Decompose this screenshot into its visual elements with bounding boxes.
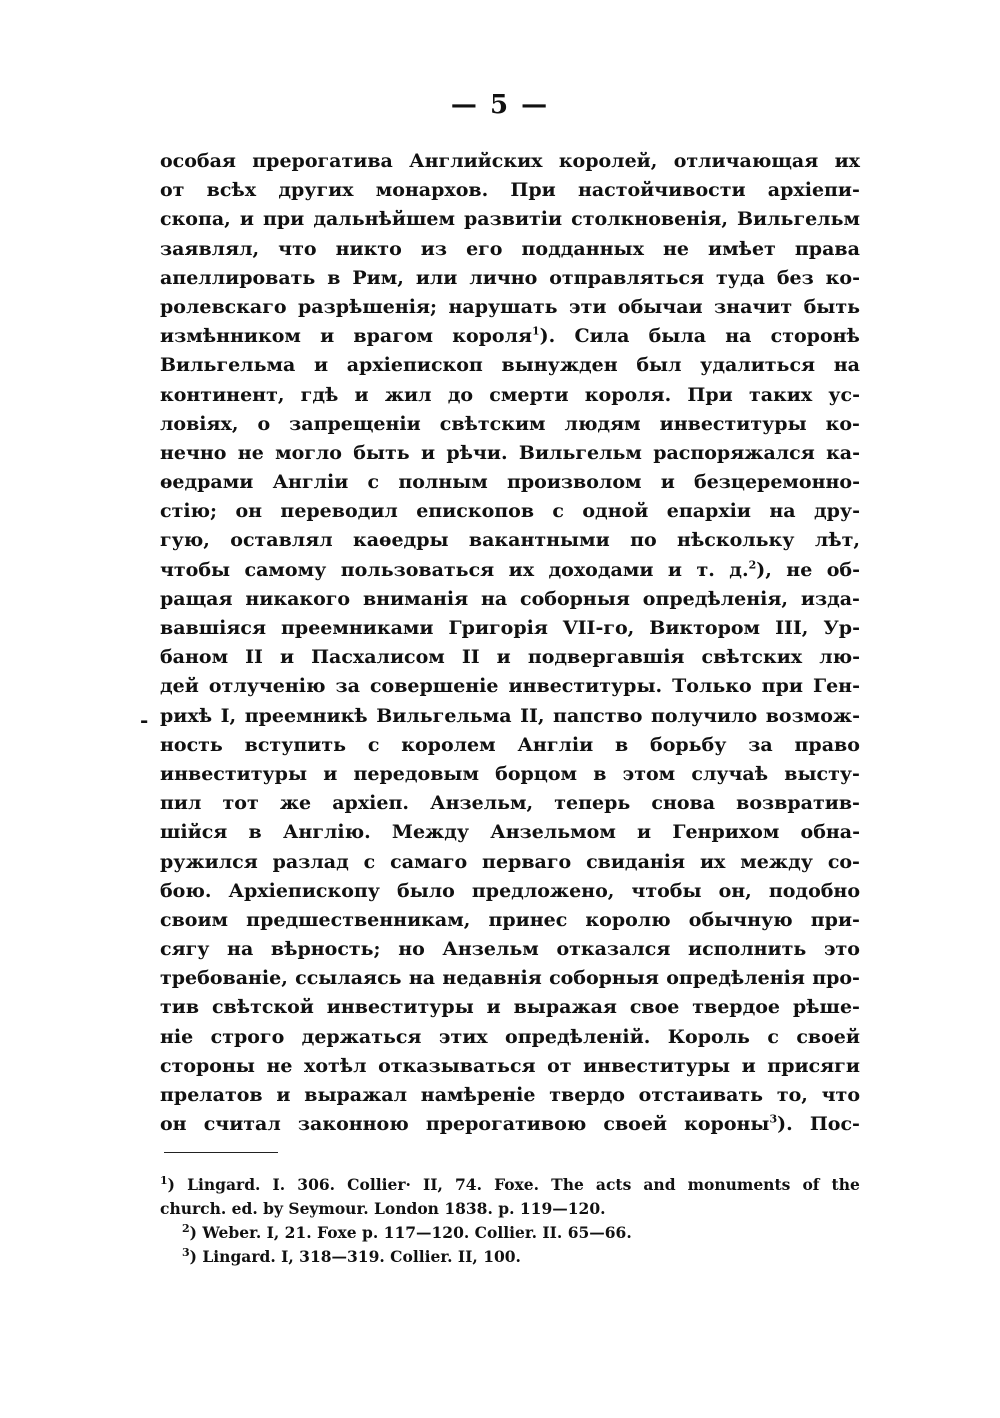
text-line: инвеституры и передовым борцом в этом случаѣ высту- [160, 762, 860, 785]
footnote-line: church. ed. by Seymour. London 1838. p. 119—120. [160, 1199, 606, 1218]
footnote-separator [164, 1152, 278, 1153]
text-line: апеллировать в Рим, или лично отправляться туда без ко- [160, 266, 860, 289]
text-line: измѣнником и врагом короля$^1$). Сила была на сторонѣ [160, 324, 860, 348]
footnotes [160, 1173, 860, 1269]
text-line: своим предшественникам, принес королю обычную при- [160, 908, 860, 931]
text-line: бою. Архіепископу было предложено, чтобы он, подобно [160, 879, 860, 902]
text-line: он считал законною прерогативою своей короны$^3$). Пос- [160, 1112, 860, 1136]
text-line: ѳедрами Англіи с полным произволом и безцеремонно- [160, 471, 860, 494]
text-line: чтобы самому пользоваться их доходами и т. д.$^2$), не об- [160, 558, 860, 581]
text-line: Вильгельма и архіепископ вынужден был удалиться на [160, 354, 860, 377]
text-line: скопа, и при дальнѣйшем развитіи столкновенія, Вильгельм [160, 208, 860, 231]
text-line: ніе строго держаться этих опредѣленій. Король с своей [160, 1025, 860, 1048]
text-line: тив свѣтской инвеституры и выражая свое твердое рѣше- [160, 996, 860, 1019]
text-line: дей отлученію за совершеніе инвеституры. Только при Ген- [160, 675, 860, 698]
text-line: заявлял, что никто из его подданных не имѣет права [160, 237, 860, 260]
text-line: нечно не могло быть и рѣчи. Вильгельм распоряжался ка- [160, 441, 860, 464]
footnote-line: $^1$) Lingard. I. 306. Collier· II, 74. Foxe. The acts and monuments of the [160, 1173, 860, 1194]
text-line: ность вступить с королем Англіи в борьбу за право [160, 733, 860, 756]
text-line: пил тот же архіеп. Анзельм, теперь снова возвратив- [160, 792, 860, 815]
footnote-line: $^3$) Lingard. I, 318—319. Collier. II, 100. [182, 1245, 521, 1266]
text-line: гую, оставлял каѳедры вакантными по нѣскольку лѣт, [160, 529, 860, 552]
page-number: — 5 — [450, 90, 550, 120]
text-line: ружился разлад с самаго перваго свиданія их между со- [160, 850, 860, 873]
text-line: стію; он переводил епископов с одной епархіи на дру- [160, 500, 860, 523]
margin-mark: ‑ [140, 708, 149, 732]
text-line: требованіе, ссылаясь на недавнія соборныя опредѣленія про- [160, 967, 860, 990]
text-line: особая прерогатива Английских королей, отличающая их [160, 150, 860, 172]
text-line: прелатов и выражал намѣреніе твердо отстаивать то, что [160, 1084, 860, 1106]
text-line: от всѣх других монархов. При настойчивости архіепи- [160, 179, 860, 202]
text-line: ращая никакого вниманія на соборныя опредѣленія, изда- [160, 587, 860, 610]
text-line: ловіях, о запрещеніи свѣтским людям инвеституры ко- [160, 412, 860, 435]
text-line: континент, гдѣ и жил до смерти короля. При таких ус- [160, 383, 860, 406]
text-line: рихѣ I, преемникѣ Вильгельма II, папство получило возмож- [160, 704, 860, 727]
text-line: ролевскаго разрѣшенія; нарушать эти обычаи значит быть [160, 295, 860, 318]
text-line: шійся в Англію. Между Анзельмом и Генрихом обна- [160, 821, 860, 844]
text-line: стороны не хотѣл отказываться от инвеституры и присяги [160, 1054, 860, 1077]
text-line: сягу на вѣрность; но Анзельм отказался исполнить это [160, 938, 860, 961]
footnote-line: $^2$) Weber. I, 21. Foxe p. 117—120. Collier. II. 65—66. [182, 1221, 632, 1242]
main-text [160, 147, 860, 1139]
text-line: баном II и Пасхалисом II и подвергавшія свѣтских лю- [160, 646, 860, 669]
text-line: вавшіяся преемниками Григорія VII-го, Виктором III, Ур- [160, 617, 860, 639]
